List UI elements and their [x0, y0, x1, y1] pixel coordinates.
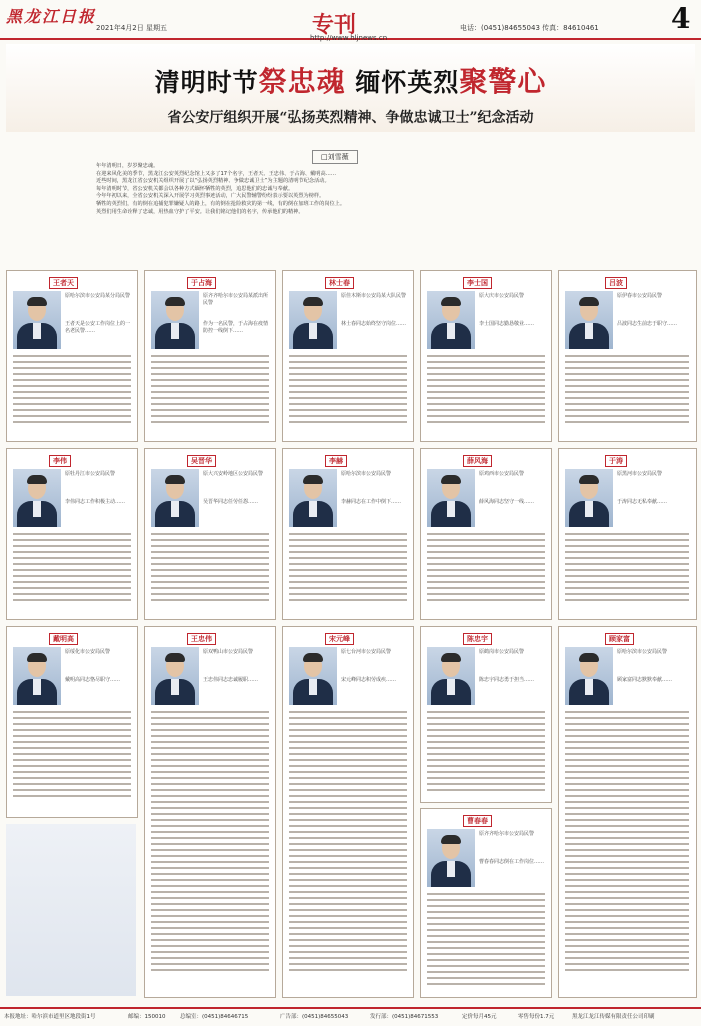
profile-title: 原大兴安岭地区公安局民警	[203, 471, 264, 477]
profile-card	[6, 448, 138, 620]
portrait-photo	[13, 469, 61, 527]
profile-title: 原哈尔滨市公安局民警	[617, 649, 668, 655]
decorative-background	[6, 824, 136, 996]
portrait-photo	[427, 469, 475, 527]
intro-paragraph: 在迎来风化美的季节，黑龙江公安英烈纪念馆上又多了17个名字，王者天、王忠伟、于占海、戴明高……	[96, 170, 337, 177]
profile-title: 原哈尔滨市公安局民警	[341, 471, 392, 477]
profile-snippet: 李伟同志工作积极主动……	[65, 499, 126, 505]
profile-name: 王者天	[49, 277, 78, 289]
profile-snippet: 李士国同志勤恳敬业……	[479, 321, 535, 327]
portrait-photo	[13, 291, 61, 349]
portrait-photo	[289, 469, 337, 527]
profile-card	[6, 270, 138, 442]
profile-card	[6, 626, 138, 818]
profile-card	[144, 270, 276, 442]
profile-title: 原齐齐哈尔市公安局某派出所民警	[203, 293, 269, 306]
footer	[0, 1007, 701, 1026]
profile-card	[420, 626, 552, 803]
intro-paragraph: 牺牲的英烈们，有的倒在追捕犯罪嫌疑人的路上，有的倒在抢险救灾的第一线，有的倒在加班工作的岗位上。	[96, 200, 346, 207]
profile-snippet: 顾家富同志默默奉献……	[617, 677, 673, 683]
profile-snippet: 陈忠宇同志勇于担当……	[479, 677, 535, 683]
intro-text	[86, 163, 616, 216]
footer-dist-phone: 发行部：(0451)84671553	[370, 1014, 439, 1020]
profile-snippet: 李赫同志在工作中倒下……	[341, 499, 402, 505]
portrait-photo	[151, 291, 199, 349]
portrait-photo	[151, 469, 199, 527]
profile-card	[420, 270, 552, 442]
profile-name: 李伟	[49, 455, 71, 467]
intro-paragraph: 年年清明日，岁岁聚忠魂。	[96, 163, 159, 169]
headline-part-4: 聚警心	[459, 65, 547, 98]
portrait-photo	[289, 647, 337, 705]
profile-name: 顾家富	[605, 633, 634, 645]
footer-price: 定价每月45元	[462, 1014, 497, 1020]
issue-date: 2021年4月2日 星期五	[96, 24, 167, 32]
portrait-photo	[427, 291, 475, 349]
profile-name: 吴晋华	[187, 455, 216, 467]
profile-snippet: 吕波同志生前忠于职守……	[617, 321, 678, 327]
profile-name: 曹春春	[463, 815, 492, 827]
profile-title: 原大庆市公安局民警	[479, 293, 525, 299]
headline-part-1: 清明时节	[154, 68, 259, 97]
footer-retail: 零售每份1.7元	[518, 1014, 555, 1020]
website-url: http://www.hljnews.cn	[310, 34, 388, 42]
profile-name: 吕波	[605, 277, 627, 289]
intro-paragraph: 今年年初以来，全省公安机关深入开展学习英烈事迹活动，广大民警辅警纷纷表示要以英烈为榜样。	[96, 193, 325, 200]
paper-name: 黑龙江日报	[6, 7, 97, 26]
footer-postcode: 邮编：150010	[128, 1014, 166, 1020]
profile-snippet: 王者天是公安工作岗位上的一名老民警……	[65, 321, 131, 334]
profile-name: 宋元峰	[325, 633, 354, 645]
portrait-photo	[151, 647, 199, 705]
intro-paragraph: 近些时间，黑龙江省公安机关组织开展了以“弘扬英烈精神、争做忠诚卫士”为主题的清明节纪念活动。	[96, 178, 330, 185]
portrait-photo	[427, 647, 475, 705]
profile-snippet: 宋元峰同志积劳成疾……	[341, 677, 397, 683]
profile-card	[558, 270, 697, 442]
profile-name: 于涛	[605, 455, 627, 467]
footer-address: 本报地址：哈尔滨市道里区地段街1号	[4, 1014, 96, 1020]
profile-card	[282, 270, 414, 442]
profile-title: 原鸡西市公安局民警	[479, 471, 525, 477]
profile-card	[558, 626, 697, 998]
headline-part-3: 缅怀英烈	[345, 68, 460, 97]
profile-name: 林士春	[325, 277, 354, 289]
portrait-photo	[565, 469, 613, 527]
profile-title: 原佳木斯市公安局某大队民警	[341, 293, 407, 299]
profile-snippet: 吴晋华同志任劳任怨……	[203, 499, 259, 505]
profile-name: 王忠伟	[187, 633, 216, 645]
profile-name: 于占海	[187, 277, 216, 289]
profile-title: 原哈尔滨市公安局某分局民警	[65, 293, 131, 299]
intro-paragraph: 每年清明时节，省公安机关都会以各种方式缅怀牺牲的英烈，追思他们的忠诚与奉献。	[96, 185, 294, 192]
footer-edit-phone: 总编室：(0451)84646715	[180, 1014, 249, 1020]
profile-name: 戴明高	[49, 633, 78, 645]
profile-snippet: 林士春同志始终坚守岗位……	[341, 321, 407, 327]
profile-title: 原鹤岗市公安局民警	[479, 649, 525, 655]
profile-name: 陈忠宇	[463, 633, 492, 645]
profile-card	[420, 808, 552, 998]
portrait-photo	[565, 291, 613, 349]
profile-name: 李士国	[463, 277, 492, 289]
profile-title: 原牡丹江市公安局民警	[65, 471, 116, 477]
profile-card	[558, 448, 697, 620]
profile-title: 原绥化市公安局民警	[65, 649, 111, 655]
section-title: 专刊	[312, 12, 357, 38]
portrait-photo	[289, 291, 337, 349]
profile-name: 薛风海	[463, 455, 492, 467]
footer-printer: 黑龙江龙江传媒有限责任公司印刷	[572, 1014, 655, 1020]
profile-title: 原黑河市公安局民警	[617, 471, 663, 477]
footer-ad-phone: 广告部：(0451)84655043	[280, 1014, 349, 1020]
profile-card	[420, 448, 552, 620]
profile-name: 李赫	[325, 455, 347, 467]
headline-part-2: 祭忠魂	[258, 65, 346, 98]
profile-title: 原齐齐哈尔市公安局民警	[479, 831, 535, 837]
portrait-photo	[13, 647, 61, 705]
portrait-photo	[565, 647, 613, 705]
contact-info: 电话：(0451)84655043 传真：84610461	[460, 24, 599, 32]
profile-snippet: 曹春春同志倒在工作岗位……	[479, 859, 545, 865]
byline: □刘雪薇	[312, 150, 358, 164]
profile-title: 原伊春市公安局民警	[617, 293, 663, 299]
profile-card	[144, 626, 276, 998]
page-number: 4	[671, 2, 691, 35]
profile-card	[282, 448, 414, 620]
profile-title: 原七台河市公安局民警	[341, 649, 392, 655]
profile-snippet: 薛风海同志坚守一线……	[479, 499, 535, 505]
profile-snippet: 于涛同志无私奉献……	[617, 499, 668, 505]
profile-title: 原双鸭山市公安局民警	[203, 649, 254, 655]
portrait-photo	[427, 829, 475, 887]
profile-card	[282, 626, 414, 998]
profile-snippet: 作为一名民警，于占海在疫情防控一线倒下……	[203, 321, 269, 334]
profile-card	[144, 448, 276, 620]
headline	[0, 60, 701, 100]
intro-paragraph: 英烈们用生命诠释了忠诚，用热血守护了平安。让我们铭记他们的名字，传承他们的精神。	[96, 208, 304, 215]
profile-snippet: 王忠伟同志忠诚履职……	[203, 677, 259, 683]
profile-snippet: 戴明高同志恪尽职守……	[65, 677, 121, 683]
subheadline: 省公安厅组织开展“弘扬英烈精神、争做忠诚卫士”纪念活动	[167, 110, 534, 126]
